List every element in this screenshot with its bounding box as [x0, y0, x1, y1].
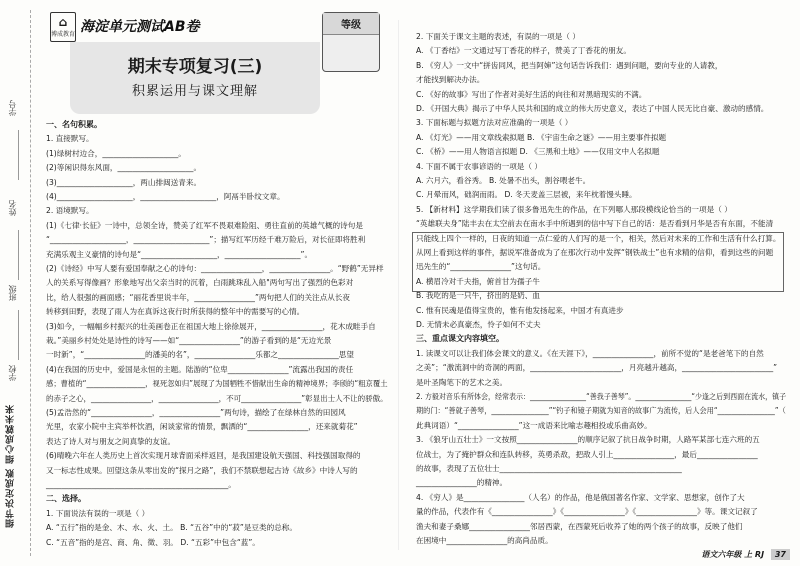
- right-line: 3. 《狼牙山五壮士》一文按照________________的顺序记叙了抗日战争时期，人路军某部七连六班的五: [416, 435, 760, 445]
- left-line: (6)晴晚六年在人类历史上首次实现月球背面采样返回，是我国建设航天强国、科技强国取得的: [46, 451, 361, 461]
- right-line: 从网上看到这样的事件，据说军准备成为了在那次行动中发挥“钢铁战士”也有求精的信仰，看到这些的问题: [416, 248, 774, 257]
- right-line: D. 《开国大典》揭示了中华人民共和国的成立的伟大历史意义，表达了中国人民无比自豪、激动的感情。: [416, 104, 769, 113]
- right-line: 此典词语）“________________”这一成语来比喻志趣相投或乐曲高妙。: [416, 420, 652, 430]
- right-line: 才能找到解决办法。: [416, 75, 485, 85]
- name-line[interactable]: [18, 230, 19, 280]
- header: [50, 12, 380, 116]
- left-line: (3)如今，一幅幅乡村振兴的壮美画卷正在祖国大地上徐徐展开，________________，花木成畦手自: [46, 321, 376, 331]
- right-line: 只能线上四个一样的，日夜的知道一点仁爱的人们写的是一个，相关，然后对未来的工作和生活有什么打算。: [416, 233, 781, 243]
- subtitle: 积累运用与课文理解: [131, 84, 258, 99]
- left-line: 2. 语境默写。: [46, 206, 94, 216]
- right-line: 2. 下面关于课文主题的表述，有误的一项是（ ）: [416, 32, 580, 41]
- right-line: 1. 读课文可以让我们体会课文的意义。《在天涯下》，________________，前所不觉的“是老爸笔下的自然: [416, 348, 764, 358]
- right-line: 3. 下面标题与拟题方法对应准确的一项是（ ）: [416, 118, 573, 128]
- student-number-label: 学号: [8, 100, 17, 116]
- left-line: 人的关系写得像画？形象地写出父亲当时的沉着，白雨跳珠乱入船"两句写出了强烈的色彩对: [46, 278, 354, 288]
- right-line: B. 《穷人》一文中“拼齿同风，把当阿婶”这句话告诉我们：遇到问题，要向专业的人请教，: [416, 60, 723, 70]
- right-line: 的故事，表现了五位壮士________________________________________________: [416, 464, 682, 473]
- right-line: 期的门：“善就子善琴，________________”“钓子和镜子期就为知音的故事广为流传，后人会用“________________”（: [416, 406, 786, 416]
- left-line: ________________________________________________。: [46, 480, 236, 489]
- right-line: “英雄联夫身”陆丰去在太空前去在南水手中所遇到的信中写下自己的话：是否看到月华是否有东面，不能清: [416, 219, 774, 229]
- right-line: C. 月晕而风，础润而雨。 D. 冬天麦盖三层被，来年枕着馒头睡。: [416, 190, 637, 200]
- left-line: (1)绿树村边合，____________________。: [46, 148, 186, 158]
- title-banner: [70, 42, 320, 114]
- right-line: A. 横眉冷对千夫指，俯首甘为孺子牛: [416, 276, 540, 286]
- left-line: 充满乐观主义豪情的诗句是“____________________，____________________”。: [46, 249, 313, 259]
- right-line: 是叶圣陶笔下的艺术之美。: [416, 377, 508, 387]
- logo-text: 博成教育: [51, 31, 76, 38]
- left-line: 光里，农家小院中主宾举杯饮酒，闲谈家常的情景，飘洒的“________________，还来就菊花”: [46, 422, 358, 432]
- left-line: 感；曹植的“________________，视死忽如归”展现了为国牺牲不惜献出生命的精神境界；李颀的“粗京覆土: [46, 379, 388, 389]
- name-label: 姓名: [8, 200, 17, 216]
- page-number: 37: [771, 549, 790, 560]
- page-footer: [701, 549, 790, 560]
- cut-line: [30, 10, 31, 556]
- slogan: 细节决定成败 细心成就未来: [6, 404, 16, 529]
- right-line: 4. 《穷人》是________________（人名）的作品，他是俄国著名作家、文学家、思想家，创作了大: [416, 492, 745, 502]
- left-line: (2)等闲识得东风面，____________________。: [46, 163, 202, 173]
- right-column: [410, 8, 790, 558]
- footer-edition: RJ: [754, 550, 765, 559]
- right-line: B. 我吃的是一只牛，挤出的是奶、血: [416, 291, 540, 301]
- right-line: 4. 下面不属于农事谚语的一项是（ ）: [416, 161, 542, 171]
- left-column: [40, 8, 390, 558]
- left-line: 1. 直接默写。: [46, 134, 94, 144]
- student-number-line[interactable]: [18, 130, 19, 180]
- left-line: 转移到田野，表现了雨人为在真诉这夜行时所获得的整年中的需要写的心情。: [46, 307, 305, 317]
- logo-icon: ⌂: [58, 15, 68, 29]
- right-line: D. 无情未必真豪杰，怜子如何不丈夫: [416, 320, 541, 329]
- right-line: A. 《灯光》——用文章线索拟题 B. 《宇宙生命之谜》——用主要事件拟题: [416, 132, 667, 142]
- right-line: ________________的精神。: [416, 478, 508, 488]
- footer-subject: 语文六年级: [701, 550, 742, 559]
- right-line: A. 六月六，看谷秀。 B. 处暑不出头，割谷喂老牛。: [416, 176, 591, 185]
- grade-box[interactable]: [322, 12, 380, 72]
- left-line: (4)在我国的历史中，爱国是永恒的主题。陆游的“位卑________________”流露出我国的责任: [46, 364, 354, 374]
- left-line: 的赤子之心，________________，________________，不可________________”彰显出士人不让的骄傲。: [46, 393, 388, 403]
- left-line: 又一标志性成果。回望这条从零出发的“探月之路”，我们不禁联想起古诗《故乡》中诗人写的: [46, 465, 358, 475]
- right-line: 位战士，为了掩护群众和连队转移，英勇杀敌，把敌人引上________________，最后________________: [416, 449, 758, 459]
- right-line: 2. 方毅对音乐有所体会，经常表示：________________“善我子善琴”。________________“少逢之后到西面在流水，镇子: [416, 392, 787, 401]
- series-title: 海淀单元测试AB卷: [80, 19, 200, 35]
- left-line: (3)____________________，两山排闼送青来。: [46, 177, 202, 187]
- class-line[interactable]: [18, 310, 19, 360]
- left-line: C. “五音”指的是宫、商、角、徵、羽。 D. “五彩”中包含“蓝”。: [46, 537, 260, 547]
- right-line: 迅先生的“________________”这句话。: [416, 262, 546, 272]
- class-label: 班级: [8, 285, 17, 301]
- left-line: 表达了诗人对与朋友之间真挚的友谊。: [46, 436, 176, 446]
- right-line: 量的作品，代表作有《________________》《________________》《________________》等。课文记叙了: [416, 507, 758, 517]
- right-line: A. 《丁香结》一文通过写丁香花的样子，赞美了丁香花的朋友。: [416, 46, 631, 56]
- right-line: 5. 【新材料】这学期我们读了很多鲁迅先生的作品，在下列哪人那段模线论恰当的一项是（ ）: [416, 204, 732, 214]
- right-line: C. 《桥》——用人物语言拟题 D. 《三黑和土地》——仅用文中人名拟题: [416, 147, 660, 157]
- left-line: 栽。”美丽乡村处处是诗性的诗写——如“________________”的游子看到的是“无边光景: [46, 336, 332, 345]
- left-line: (4)____________________，____________________，阿鬲半卧纹文章。: [46, 192, 285, 201]
- left-line: 一时新”，“________________的潘美的名”，________________乐都之________________思望: [46, 350, 354, 360]
- column-divider: [398, 20, 399, 550]
- right-line: C. 《好的故事》写出了作者对美好生活的向往和对黑暗现实的不满。: [416, 89, 647, 99]
- right-line: 三、重点课文内容填空。: [416, 334, 504, 344]
- binding-strip: [0, 0, 36, 566]
- right-line: 渔夫和妻子桑娜________________邻居西蒙，在西蒙死后收养了她的两个孩子的故事，反映了他们: [416, 521, 743, 531]
- main-title: 期末专项复习(三): [127, 57, 263, 77]
- footer-volume: 上: [744, 550, 753, 559]
- left-line: (2)《诗经》中写人要有爱国奉献之心的诗句：________________，________________。“野鹤”无异样: [46, 264, 384, 273]
- left-line: (5)孟浩然的“________________，________________”两句诗，描绘了在绿林自然的田园风: [46, 408, 346, 417]
- grade-label: 等级: [323, 13, 379, 35]
- school-label: 学校: [8, 365, 17, 381]
- right-line: 在困境中________________的高尚品质。: [416, 536, 553, 545]
- right-line: C. 惟有民魂是值得宝贵的，惟有他发扬起来，中国才有真进步: [416, 305, 624, 315]
- left-line: (1)《七律·长征》一诗中，总领全诗，赞美了红军不畏艰难险阻、勇往直前的英雄气概的诗句是: [46, 220, 363, 230]
- left-line: “____________________，____________________”；描写红军历经千难万险后，对长征即将胜利: [46, 235, 366, 245]
- logo-badge: [50, 12, 76, 42]
- left-line: 1. 下面说法有误的一项是（ ）: [46, 508, 150, 518]
- left-line: 二、选择。: [46, 494, 86, 504]
- right-line: 之美”；“激流洞中的奇洞的两面，________________________，月亮越升越高，________________________”: [416, 363, 778, 373]
- left-line: A. “五行”指的是金、木、水、火、土。 B. “五谷”中的“菽”是豆类的总称。: [46, 523, 297, 533]
- left-line: 一、名句积累。: [46, 120, 102, 129]
- left-line: 比，给人很强的画面感；“丽花香里说丰年，________________”两句把人们的关注点从长夜: [46, 292, 351, 302]
